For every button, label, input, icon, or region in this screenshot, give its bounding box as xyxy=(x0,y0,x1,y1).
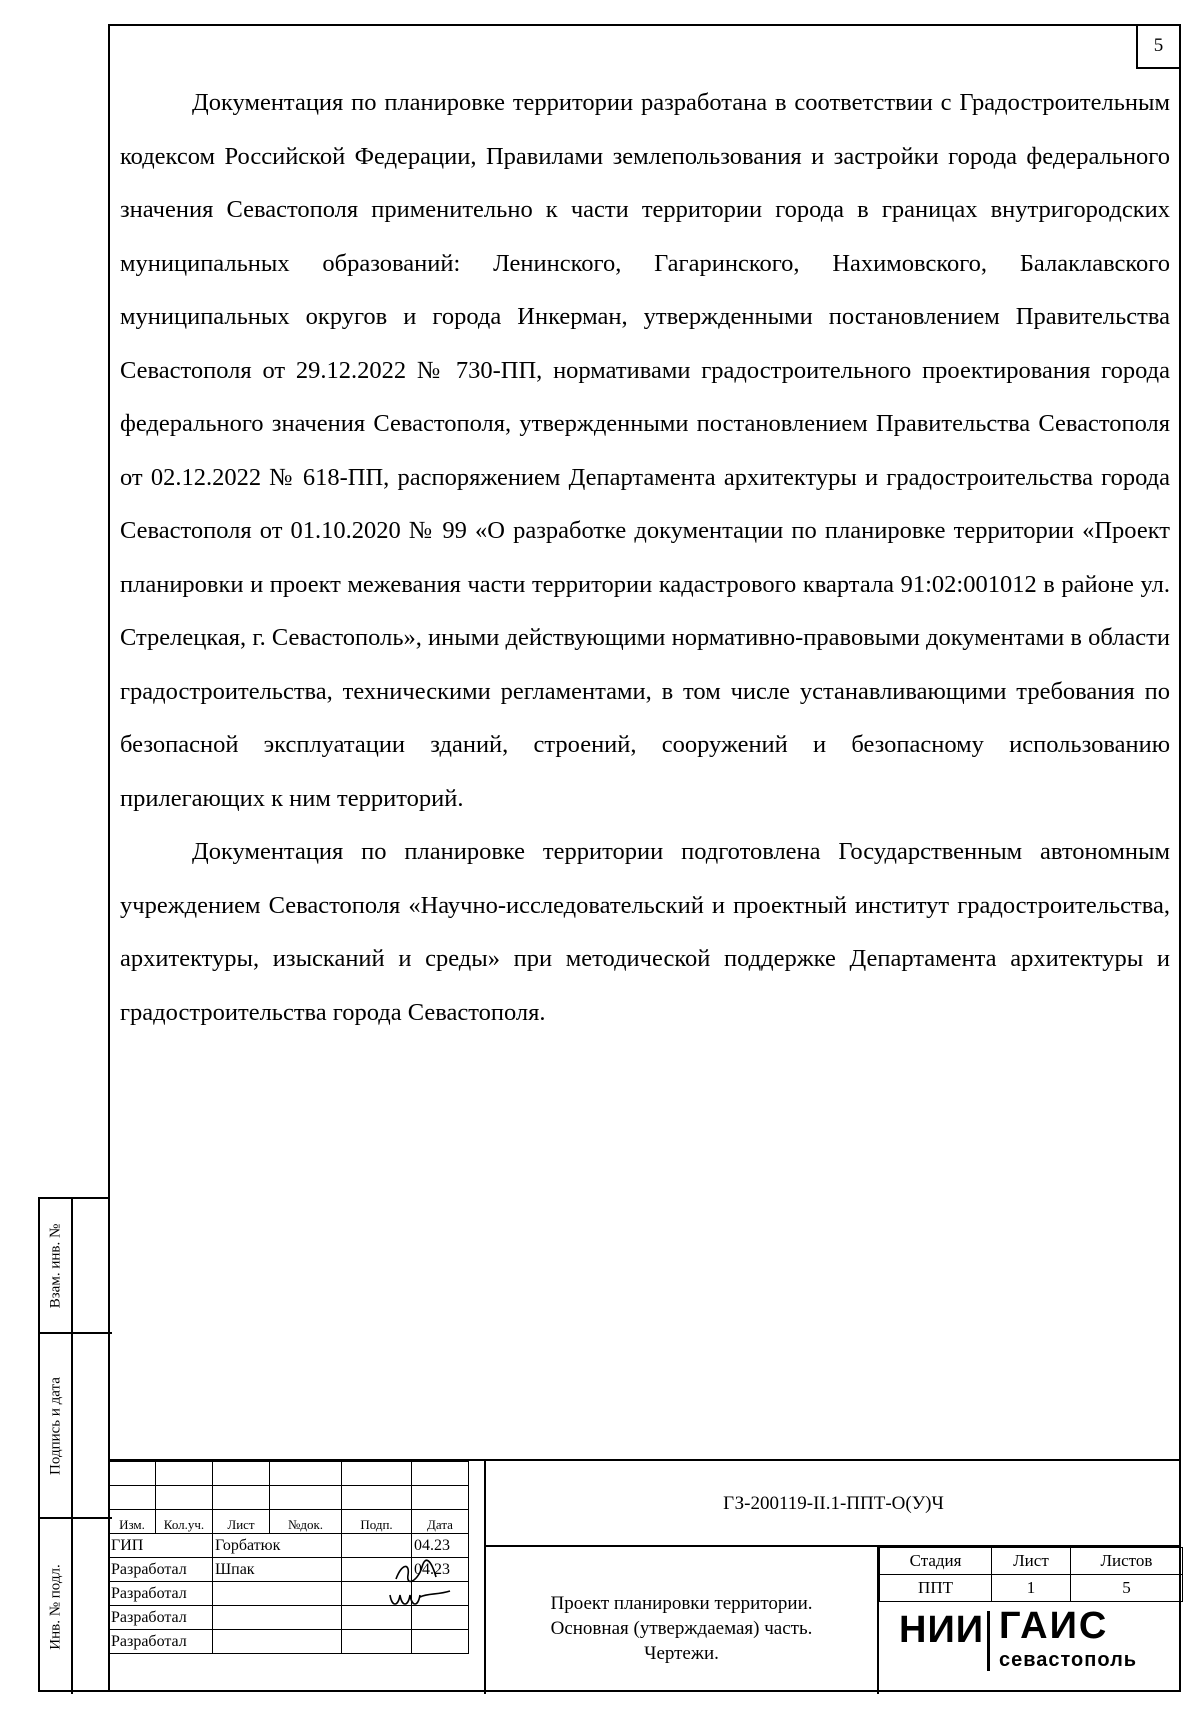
hdr-kolich: Кол.уч. xyxy=(156,1510,213,1534)
sheets-header: Листов xyxy=(1070,1548,1182,1575)
side-cell-vzam xyxy=(40,1199,112,1334)
logo-divider xyxy=(987,1611,990,1671)
side-cell-inv xyxy=(40,1519,112,1694)
document-code: ГЗ-200119-II.1-ППТ-О(У)Ч xyxy=(486,1461,1181,1547)
sheet-header: Лист xyxy=(992,1548,1071,1575)
side-label-inv: Инв. № подл. xyxy=(47,1563,63,1650)
side-cell-podpis xyxy=(40,1334,112,1519)
title-block-main xyxy=(484,1461,1181,1694)
logo-city-text: севастополь xyxy=(999,1649,1138,1671)
signature-cell xyxy=(342,1534,412,1558)
title-block xyxy=(108,1459,1181,1692)
hdr-ndok: №док. xyxy=(270,1510,342,1534)
hdr-list: Лист xyxy=(213,1510,270,1534)
logo-nii-text: НИИ xyxy=(899,1609,985,1651)
signature-cell xyxy=(342,1558,412,1582)
signer-row: Разработал xyxy=(109,1630,469,1654)
side-label-vzam: Взам. инв. № xyxy=(47,1223,63,1308)
revision-header xyxy=(109,1510,469,1534)
signer-row: Разработал xyxy=(109,1606,469,1630)
hdr-data: Дата xyxy=(412,1510,469,1534)
side-label-podpis: Подпись и дата xyxy=(47,1376,63,1475)
logo-gais-text: ГАИС xyxy=(999,1605,1109,1647)
sheets-value: 5 xyxy=(1070,1575,1182,1602)
stage-value: ППТ xyxy=(880,1575,992,1602)
hdr-izm: Изм. xyxy=(109,1510,156,1534)
side-stamp xyxy=(38,1197,110,1692)
signer-row: ГИП Горбатюк 04.23 xyxy=(109,1534,469,1558)
signer-row: Разработал xyxy=(109,1582,469,1606)
signer-row: Разработал Шпак 04.23 xyxy=(109,1558,469,1582)
stage-table xyxy=(879,1547,1183,1602)
document-body xyxy=(120,76,1170,1039)
revision-table xyxy=(108,1461,469,1654)
sheet-number: 5 xyxy=(1136,26,1179,69)
sheet-value: 1 xyxy=(992,1575,1071,1602)
paragraph-2: Документация по планировке территории подготовлена Государственным автономным учреждением Севастополя «Научно-исследовательский и проектный институт градостроительства, архитектуры, изысканий и среды» при методической поддержке Департамента архитектуры и градостроительства города Севастополя. xyxy=(120,838,1170,1026)
hdr-podp: Подп. xyxy=(342,1510,412,1534)
document-title: Проект планировки территории. Основная (утверждаемая) часть. Чертежи. xyxy=(486,1547,879,1694)
nii-gais-logo xyxy=(879,1599,1183,1694)
paragraph-1: Документация по планировке территории разработана в соответствии с Градостроительным кодексом Российской Федерации, Правилами землепользования и застройки города федерального значения Севастополя применительно к части территории города в границах внутригородских муниципальных образований: Ленинского, Гагаринского, Нахимовского, Балаклавского муниципальных округов и города Инкерман, утвержденными постановлением Правительства Севастополя от 29.12.2022 № 730-ПП, нормативами градостроительного проектирования города федерального значения Севастополя, утвержденными постановлением Правительства Севастополя от 02.12.2022 № 618-ПП, распоряжением Департамента архитектуры и градостроительства города Севастополя от 01.10.2020 № 99 «О разработке документации по планировке территории «Проект планировки и проект межевания части территории кадастрового квартала 91:02:001012 в районе ул. Стрелецкая, г. Севастополь», иными действующими нормативно-правовыми документами в области градостроительства, техническими регламентами, в том числе устанавливающими требования по безопасной эксплуатации зданий, строений, сооружений и безопасному использованию прилегающих к ним территорий. xyxy=(120,89,1170,812)
page-frame xyxy=(108,24,1181,1692)
stage-header: Стадия xyxy=(880,1548,992,1575)
